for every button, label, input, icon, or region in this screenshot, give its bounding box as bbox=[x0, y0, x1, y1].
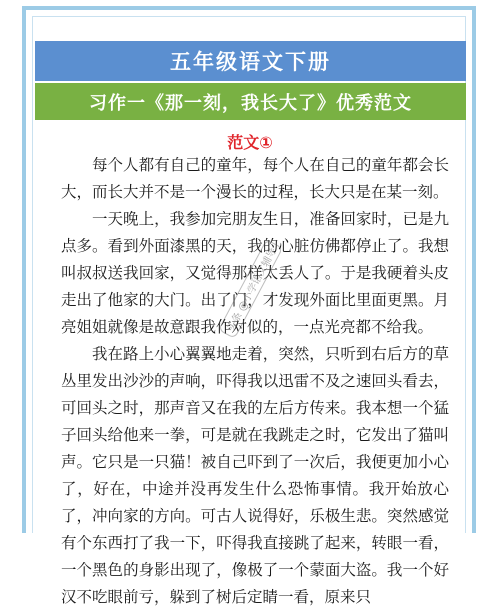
paragraph-3: 我在路上小心翼翼地走着，突然，只听到右后方的草丛里发出沙沙的声响，吓得我以迅雷不及之速回头看去，可回头之时，那声音又在我的左后方传来。我本想一个猛子回头给他来一拳，可是就在我跳走之时，它发出了猫叫声。它只是一只猫！被自己吓到了一次后，我便更加小心了，好在，中途并没再发生什么恐怖事情。我开始放心了，冲向家的方向。可古人说得好，乐极生悲。突然感觉有个东西打了我一下，吓得我直接跳了起来，转眼一看，一个黑色的身影出现了，像极了一个蒙面大盗。我一个好汉不吃眼前亏，躲到了树后定睛一看，原来只 bbox=[61, 345, 449, 606]
paragraph-1: 每个人都有自己的童年，每个人在自己的童年都会长大，而长大并不是一个漫长的过程，长大只是在某一刻。 bbox=[61, 156, 449, 201]
section-title: 范文① bbox=[227, 133, 273, 152]
page-subtitle: 习作一《那一刻，我长大了》优秀范文 bbox=[89, 92, 412, 114]
page-title: 五年级语文下册 bbox=[170, 50, 331, 74]
paragraph-2: 一天晚上，我参加完朋友生日，准备回家时，已是九点多。看到外面漆黑的天，我的心脏仿佛都停止了。我想叫叔叔送我回家，又觉得那样太丢人了。于是我硬着头皮走出了他家的大门。出了门，才发现外面比里面更黑。月亮姐姐就像是故意跟我作对似的，一点光亮都不给我。 bbox=[61, 210, 449, 336]
essay-body bbox=[61, 152, 449, 611]
watermark: 头条 @小学语文辅导 bbox=[218, 239, 283, 339]
subtitle-banner bbox=[35, 83, 466, 120]
title-banner bbox=[35, 41, 466, 81]
